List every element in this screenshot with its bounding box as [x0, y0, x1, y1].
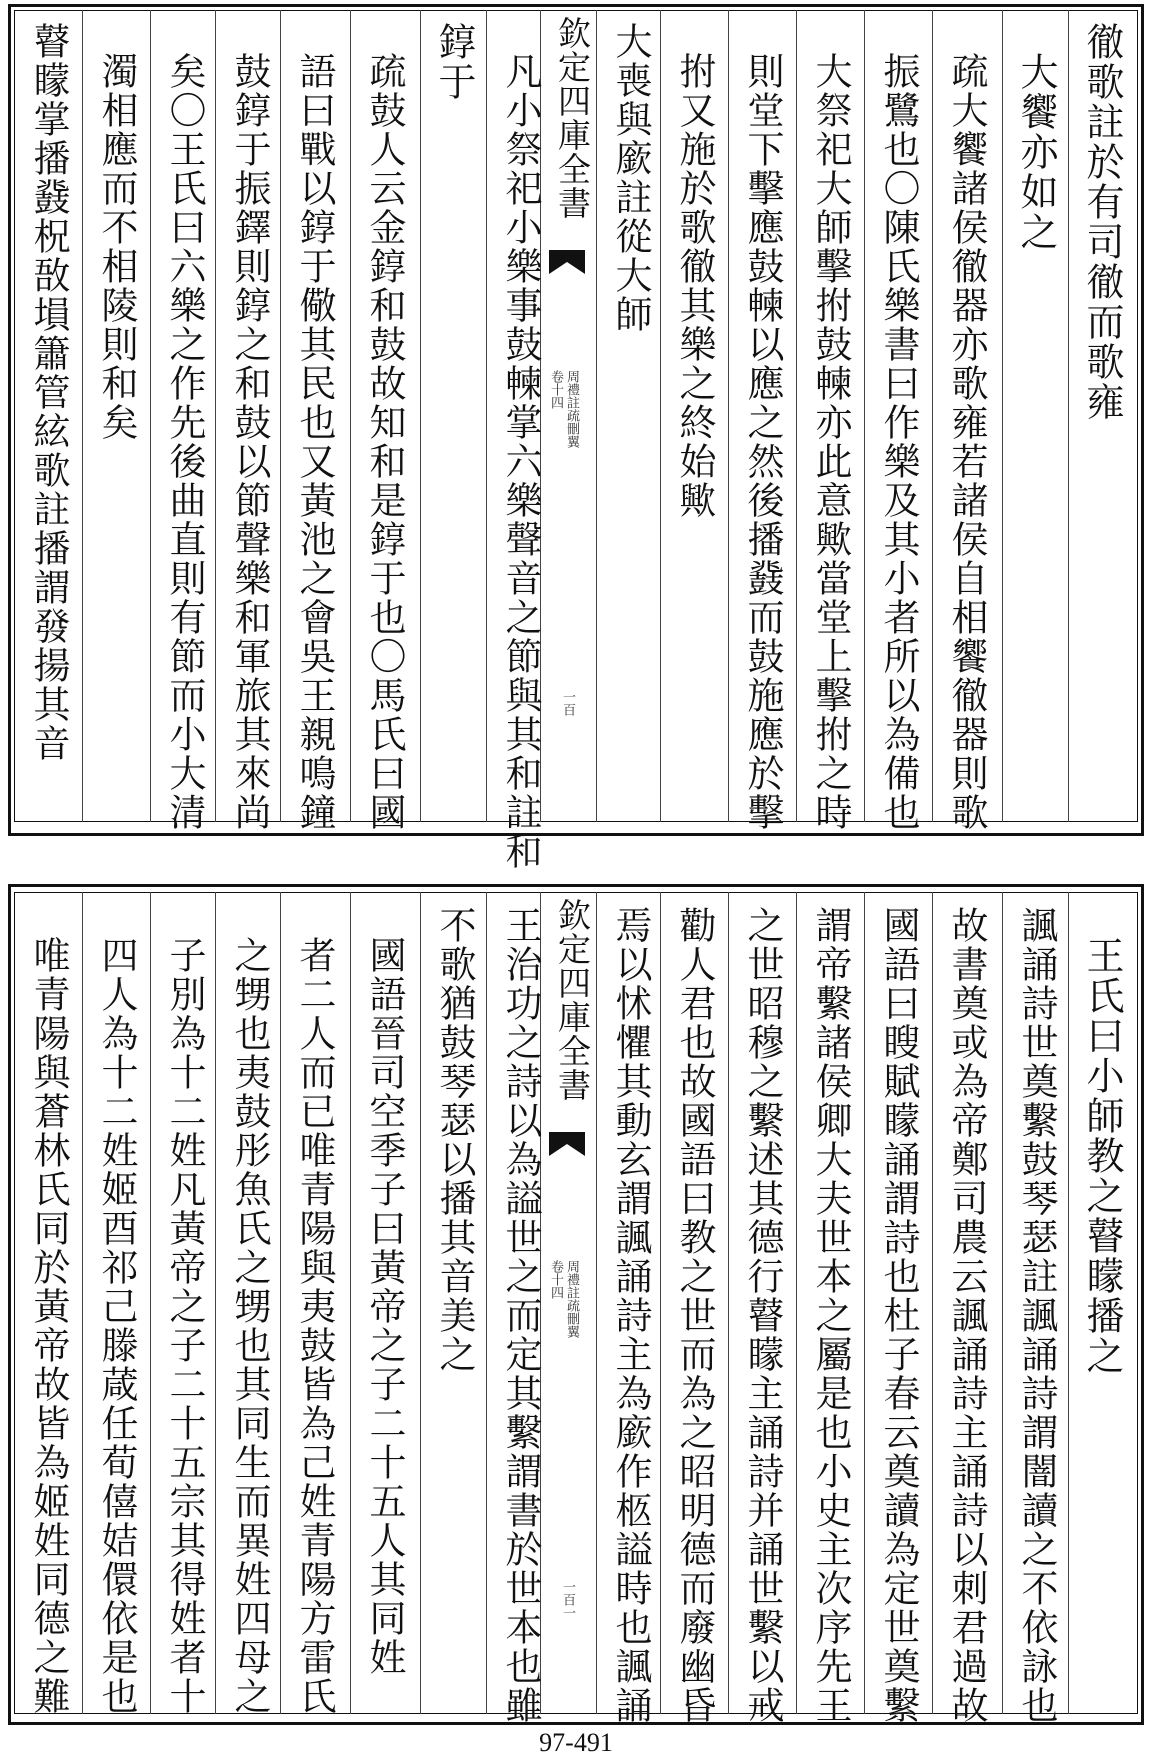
- column-rule: [660, 10, 661, 822]
- text-column: 拊又施於歌徹其樂之終始歟: [673, 52, 716, 520]
- column-rule: [420, 892, 421, 1714]
- column-rule: [150, 10, 151, 822]
- text-column: 四人為十二姓姬酉祁己滕葴任荀僖姞儇依是也: [95, 936, 138, 1716]
- column-rule: [1068, 892, 1069, 1714]
- column-rule: [350, 892, 351, 1714]
- column-rule: [864, 892, 865, 1714]
- book-name: 周禮註疏刪翼: [564, 1260, 579, 1338]
- column-rule: [420, 10, 421, 822]
- lower-page: [0, 880, 1152, 1725]
- text-column: 王氏曰小師教之瞽矇播之: [1080, 936, 1124, 1376]
- text-column: 振鷺也〇陳氏樂書曰作樂及其小者所以為備也: [877, 52, 920, 832]
- text-column: 大喪與廞註從大師: [609, 22, 652, 334]
- text-column: 凡小祭祀小樂事鼓朄掌六樂聲音之節與其和註和: [499, 52, 542, 871]
- column-rule: [280, 892, 281, 1714]
- text-column: 勸人君也故國語曰教之世而為之昭明德而廢幽昏: [673, 906, 716, 1725]
- text-column: 國語晉司空季子曰黃帝之子二十五人其同姓: [363, 936, 406, 1677]
- text-column: 不歌猶鼓琴瑟以播其音美之: [433, 906, 476, 1374]
- text-column: 大祭祀大師擊拊鼓朄亦此意歟當堂上擊拊之時: [809, 52, 852, 832]
- text-column: 濁相應而不相陵則和矣: [95, 52, 138, 442]
- fish-tail-mark: [549, 1132, 585, 1156]
- book-title: 欽定四庫全書: [553, 898, 592, 1102]
- volume-number: 卷十四: [548, 1260, 563, 1299]
- text-column: 之甥也夷鼓彤魚氏之甥也其同生而異姓四母之: [228, 936, 271, 1716]
- text-column: 大饗亦如之: [1014, 52, 1058, 252]
- column-rule: [796, 892, 797, 1714]
- column-rule: [660, 892, 661, 1714]
- column-rule: [486, 10, 487, 822]
- column-rule: [728, 892, 729, 1714]
- column-rule: [215, 892, 216, 1714]
- book-title: 欽定四庫全書: [553, 16, 592, 220]
- column-rule: [1002, 10, 1003, 822]
- text-column: 疏大饗諸侯徹器亦歌雍若諸侯自相饗徹器則歌: [945, 52, 988, 832]
- leaf-number: 一百: [560, 690, 575, 716]
- column-rule: [932, 892, 933, 1714]
- text-column: 諷誦詩世奠繫鼓琴瑟註諷誦詩謂闇讀之不依詠也: [1015, 906, 1058, 1725]
- text-column: 徹歌註於有司徹而歌雍: [1080, 22, 1124, 422]
- center-strip-rule: [596, 10, 597, 822]
- column-rule: [82, 892, 83, 1714]
- leaf-number: 一百一: [560, 1580, 575, 1619]
- upper-page: [0, 0, 1152, 871]
- column-rule: [350, 10, 351, 822]
- text-column: 鼓錞于振鐸則錞之和鼓以節聲樂和軍旅其來尚: [228, 52, 271, 832]
- volume-number: 卷十四: [548, 370, 563, 409]
- column-rule: [82, 10, 83, 822]
- text-column: 子別為十二姓凡黃帝之子二十五宗其得姓者十: [163, 936, 206, 1716]
- column-rule: [796, 10, 797, 822]
- text-column: 瞽矇掌播鼗柷敔塤簫管絃歌註播謂發揚其音: [27, 22, 70, 763]
- column-rule: [486, 892, 487, 1714]
- column-rule: [215, 10, 216, 822]
- text-column: 謂帝繫諸侯卿大夫世本之屬是也小史主次序先王: [809, 906, 852, 1725]
- column-rule: [1068, 10, 1069, 822]
- text-column: 故書奠或為帝鄭司農云諷誦詩主誦詩以刺君過故: [945, 906, 988, 1725]
- fish-tail-mark: [549, 250, 585, 274]
- column-rule: [728, 10, 729, 822]
- text-column: 王治功之詩以為謚世之而定其繫謂書於世本也雖: [499, 906, 542, 1725]
- text-column: 者二人而已唯青陽與夷鼓皆為己姓青陽方雷氏: [293, 936, 336, 1716]
- text-column: 唯青陽與蒼林氏同於黃帝故皆為姬姓同德之難: [27, 936, 70, 1716]
- column-rule: [932, 10, 933, 822]
- column-rule: [280, 10, 281, 822]
- text-column: 之世昭穆之繫述其德行瞽矇主誦詩并誦世繫以戒: [741, 906, 784, 1725]
- column-rule: [864, 10, 865, 822]
- text-column: 國語曰瞍賦矇誦謂詩也杜子春云奠讀為定世奠繫: [877, 906, 920, 1725]
- text-column: 則堂下擊應鼓朄以應之然後播鼗而鼓施應於擊: [741, 52, 784, 832]
- column-rule: [150, 892, 151, 1714]
- text-column: 疏鼓人云金錞和鼓故知和是錞于也〇馬氏曰國: [363, 52, 406, 832]
- text-column: 錞于: [432, 22, 476, 102]
- column-rule: [1002, 892, 1003, 1714]
- text-column: 矣〇王氏曰六樂之作先後曲直則有節而小大清: [163, 52, 206, 832]
- text-column: 語曰戰以錞于儆其民也又黃池之會吳王親鳴鐘: [293, 52, 336, 832]
- page-number: 97-491: [539, 1728, 613, 1757]
- center-strip-rule: [596, 892, 597, 1714]
- book-name: 周禮註疏刪翼: [564, 370, 579, 448]
- text-column: 焉以怵懼其動玄謂諷誦詩主為廞作柩謚時也諷誦: [609, 906, 652, 1725]
